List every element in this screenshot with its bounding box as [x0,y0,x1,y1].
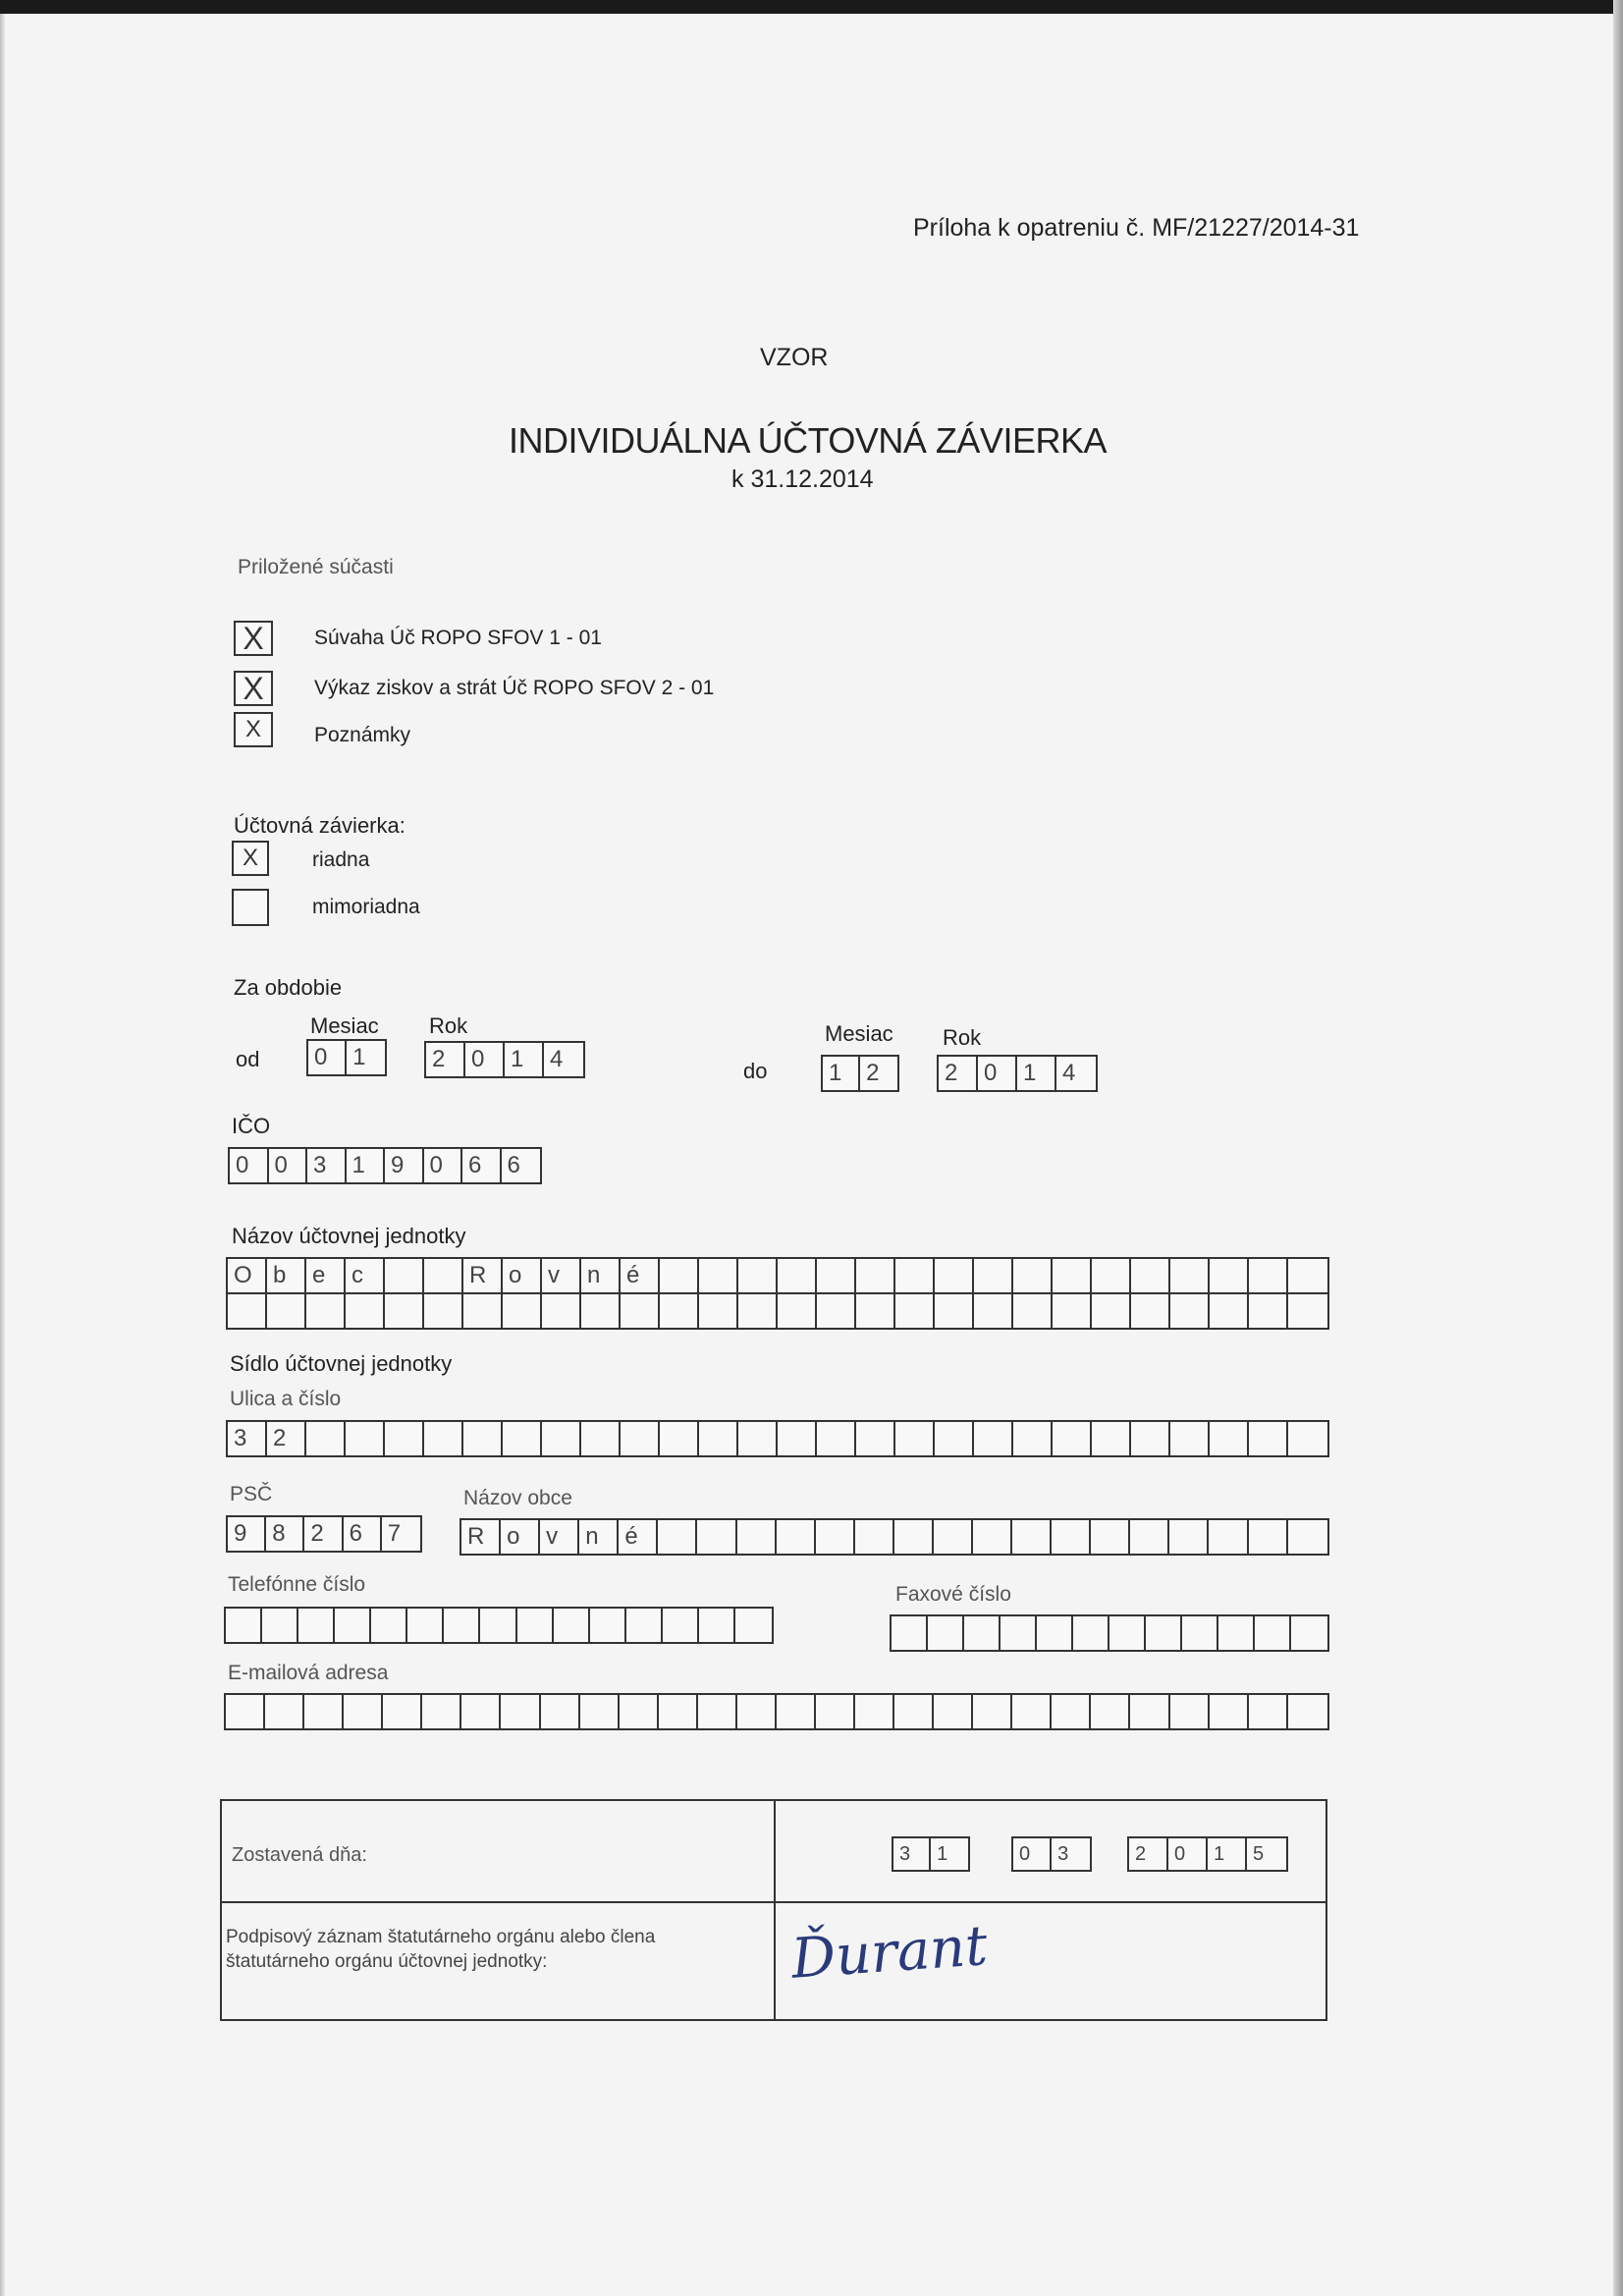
char-cell [1210,1422,1249,1455]
digit-cell: 0 [424,1149,463,1182]
email-label: E-mailová adresa [228,1662,389,1684]
char-cell [1170,1422,1210,1455]
char-cell [346,1422,385,1455]
digit-cell: 1 [347,1149,386,1182]
table-divider-horizontal [222,1901,1325,1903]
char-cell [660,1259,699,1292]
char-cell [1053,1259,1092,1292]
char-cell [935,1422,974,1455]
char-cell: O [228,1259,267,1292]
attachment-checkbox-income[interactable]: X [234,671,273,706]
char-cell [620,1695,659,1728]
char-cell: v [542,1259,581,1292]
char-cell [1255,1616,1291,1650]
document-title: INDIVIDUÁLNA ÚČTOVNÁ ZÁVIERKA [509,420,1107,461]
char-cell [735,1609,772,1642]
char-cell [1288,1695,1327,1728]
char-cell [699,1259,738,1292]
digit-cell: 3 [307,1149,347,1182]
digit-cell: 1 [505,1043,544,1076]
digit-cell: 0 [978,1057,1017,1090]
char-cell [777,1520,816,1554]
char-cell [422,1695,461,1728]
char-cell [974,1294,1013,1328]
char-cell [626,1609,663,1642]
char-cell [226,1695,265,1728]
char-cell [699,1294,738,1328]
phone-field[interactable] [224,1607,774,1644]
to-year-field[interactable] [937,1055,1098,1092]
to-label: do [743,1059,768,1083]
char-cell [503,1294,542,1328]
char-cell [383,1695,422,1728]
char-cell [856,1259,895,1292]
char-cell: c [346,1259,385,1292]
digit-cell: 4 [550,1046,564,1072]
fax-label: Faxové číslo [895,1583,1011,1606]
char-cell [699,1422,738,1455]
char-cell [934,1520,973,1554]
city-label: Názov obce [463,1487,572,1509]
char-cell [659,1695,698,1728]
char-cell [542,1422,581,1455]
char-cell [974,1259,1013,1292]
char-cell: 2 [267,1422,306,1455]
closing-label-extraordinary: mimoriadna [312,896,420,918]
char-cell [1210,1294,1249,1328]
digit-cell: 1 [1017,1057,1056,1090]
from-month-label: Mesiac [310,1013,379,1038]
scan-edge-top [0,0,1623,14]
digit-cell: 0 [1168,1838,1208,1870]
attachment-checkbox-notes[interactable]: X [234,712,273,747]
char-cell [407,1609,444,1642]
char-cell: e [306,1259,346,1292]
char-cell [371,1609,407,1642]
from-year-field[interactable] [424,1041,585,1078]
vzor-label: VZOR [760,344,829,371]
char-cell [778,1259,817,1292]
char-cell [658,1520,697,1554]
psc-field[interactable] [226,1515,422,1553]
char-cell [697,1520,736,1554]
char-cell [855,1695,894,1728]
attachment-label-balance: Súvaha Úč ROPO SFOV 1 - 01 [314,627,602,649]
char-cell [542,1294,581,1328]
digit-cell: 6 [462,1149,502,1182]
digit-cell: 2 [1129,1838,1168,1870]
char-cell [1288,1422,1327,1455]
digit-cell: 5 [1253,1842,1265,1865]
signature-label: Podpisový záznam štatutárneho orgánu alebo člena štatutárneho orgánu účtovnej jednotky: [226,1927,656,1972]
char-cell: 9 [228,1517,266,1551]
char-cell [262,1609,298,1642]
char-cell [817,1259,856,1292]
char-cell [660,1422,699,1455]
char-cell [1037,1616,1073,1650]
char-cell [895,1294,935,1328]
char-cell [663,1609,699,1642]
char-cell [306,1422,346,1455]
char-cell [855,1520,894,1554]
char-cell [934,1695,973,1728]
char-cell [1210,1695,1249,1728]
attachment-label-notes: Poznámky [314,724,411,746]
digit-cell: 0 [308,1041,347,1074]
entity-name-field-row-1[interactable] [226,1257,1329,1294]
char-cell [1249,1520,1288,1554]
char-cell [1012,1695,1052,1728]
char-cell [621,1294,660,1328]
char-cell [1288,1259,1327,1292]
entity-name-field-row-2[interactable] [226,1292,1329,1330]
char-cell [621,1422,660,1455]
char-cell [935,1259,974,1292]
compiled-day-field[interactable] [892,1836,970,1872]
digit-cell: 2 [939,1057,978,1090]
phone-label: Telefónne číslo [228,1573,366,1596]
from-year-label: Rok [429,1013,468,1038]
char-cell [1249,1294,1288,1328]
closing-checkbox-extraordinary[interactable] [232,889,269,926]
city-field[interactable] [460,1518,1329,1556]
char-cell [1131,1422,1170,1455]
document-date: k 31.12.2014 [731,465,874,493]
char-cell [1291,1616,1327,1650]
digit-cell: 1 [937,1842,948,1865]
char-cell [580,1695,620,1728]
digit-cell: 9 [385,1149,424,1182]
char-cell [581,1422,621,1455]
from-label: od [236,1047,260,1071]
char-cell [1170,1294,1210,1328]
char-cell [738,1422,778,1455]
char-cell [1146,1616,1182,1650]
char-cell: é [619,1520,658,1554]
char-cell [777,1695,816,1728]
char-cell: 6 [344,1517,382,1551]
entity-name-label: Názov účtovnej jednotky [232,1224,466,1248]
char-cell [541,1695,580,1728]
char-cell [424,1259,463,1292]
digit-cell: 3 [893,1838,931,1870]
char-cell [895,1422,935,1455]
attachments-label: Priložené súčasti [238,556,394,578]
char-cell [228,1294,267,1328]
char-cell: n [579,1520,619,1554]
char-cell [1249,1259,1288,1292]
char-cell [335,1609,371,1642]
to-year-label: Rok [943,1025,982,1050]
char-cell [226,1609,262,1642]
signature-handwritten: Ďurant [788,1914,990,1992]
char-cell [1013,1294,1053,1328]
char-cell [1182,1616,1218,1650]
char-cell [1013,1259,1053,1292]
char-cell [1073,1616,1109,1650]
signature-table [220,1799,1327,2021]
char-cell [306,1294,346,1328]
char-cell [480,1609,516,1642]
char-cell: 2 [304,1517,343,1551]
char-cell [503,1422,542,1455]
char-cell [660,1294,699,1328]
char-cell [1001,1616,1037,1650]
closing-checkbox-regular[interactable]: X [232,841,269,876]
char-cell [265,1695,304,1728]
digit-cell: 3 [1057,1842,1069,1865]
digit-cell: 1 [352,1044,366,1070]
char-cell [554,1609,590,1642]
digit-cell: 6 [507,1152,520,1178]
digit-cell: 2 [866,1060,880,1086]
digit-cell: 1 [1208,1838,1247,1870]
char-cell [1288,1294,1327,1328]
char-cell [973,1695,1012,1728]
char-cell [737,1695,777,1728]
char-cell: v [540,1520,579,1554]
char-cell [1209,1520,1248,1554]
char-cell [964,1616,1001,1650]
char-cell [424,1294,463,1328]
char-cell [1052,1695,1091,1728]
ico-field[interactable] [228,1147,542,1184]
char-cell [517,1609,554,1642]
char-cell [1013,1422,1053,1455]
digit-cell: 0 [230,1149,269,1182]
char-cell [817,1422,856,1455]
char-cell [1210,1259,1249,1292]
char-cell: b [267,1259,306,1292]
reference-number: Príloha k opatreniu č. MF/21227/2014-31 [913,214,1360,242]
char-cell [1091,1695,1130,1728]
char-cell [461,1695,501,1728]
char-cell: o [501,1520,540,1554]
char-cell [1130,1695,1169,1728]
char-cell [816,1520,855,1554]
char-cell [1288,1520,1327,1554]
char-cell [501,1695,540,1728]
char-cell [894,1520,934,1554]
char-cell [699,1609,735,1642]
char-cell [1053,1422,1092,1455]
char-cell [1092,1259,1131,1292]
char-cell [385,1294,424,1328]
char-cell [304,1695,344,1728]
char-cell [816,1695,855,1728]
char-cell [1169,1520,1209,1554]
char-cell: 8 [266,1517,304,1551]
closing-label-regular: riadna [312,848,370,871]
to-month-label: Mesiac [825,1021,893,1046]
compiled-year-field[interactable] [1127,1836,1288,1872]
ico-label: IČO [232,1114,271,1138]
char-cell [817,1294,856,1328]
char-cell: n [581,1259,621,1292]
digit-cell: 4 [1062,1060,1076,1086]
char-cell [1170,1695,1210,1728]
fax-field[interactable] [890,1614,1329,1652]
char-cell [698,1695,737,1728]
char-cell [737,1520,777,1554]
closing-type-label: Účtovná závierka: [234,813,406,838]
char-cell [1249,1695,1288,1728]
char-cell [1091,1520,1130,1554]
char-cell [346,1294,385,1328]
street-field[interactable] [226,1420,1329,1457]
char-cell [928,1616,964,1650]
char-cell [1130,1520,1169,1554]
period-label: Za obdobie [234,975,343,1000]
char-cell: o [503,1259,542,1292]
char-cell: 3 [228,1422,267,1455]
char-cell [973,1520,1012,1554]
char-cell [974,1422,1013,1455]
char-cell [344,1695,383,1728]
digit-cell: 0 [1013,1838,1052,1870]
scan-edge-right [1613,0,1623,2296]
address-label: Sídlo účtovnej jednotky [230,1351,453,1376]
char-cell [298,1609,335,1642]
char-cell [738,1294,778,1328]
char-cell [590,1609,626,1642]
char-cell [463,1422,503,1455]
digit-cell: 0 [465,1043,505,1076]
char-cell [1092,1294,1131,1328]
char-cell [444,1609,480,1642]
char-cell [856,1422,895,1455]
char-cell [895,1259,935,1292]
char-cell [738,1259,778,1292]
char-cell [935,1294,974,1328]
compiled-month-field[interactable] [1011,1836,1092,1872]
table-divider-vertical [774,1801,776,2019]
char-cell [385,1259,424,1292]
char-cell [892,1616,928,1650]
to-month-field[interactable] [821,1055,899,1092]
char-cell [1218,1616,1255,1650]
char-cell: é [621,1259,660,1292]
char-cell [1131,1259,1170,1292]
compiled-date-label: Zostavená dňa: [232,1844,367,1866]
char-cell [1012,1520,1052,1554]
char-cell [1052,1520,1091,1554]
attachment-label-income: Výkaz ziskov a strát Úč ROPO SFOV 2 - 01 [314,677,715,699]
psc-label: PSČ [230,1483,273,1505]
char-cell [1053,1294,1092,1328]
char-cell [1109,1616,1146,1650]
char-cell: R [463,1259,503,1292]
char-cell [581,1294,621,1328]
char-cell [385,1422,424,1455]
char-cell [894,1695,934,1728]
email-field[interactable] [224,1693,1329,1730]
char-cell [856,1294,895,1328]
char-cell [778,1294,817,1328]
char-cell [463,1294,503,1328]
char-cell: 7 [387,1520,402,1547]
char-cell [1249,1422,1288,1455]
char-cell [267,1294,306,1328]
digit-cell: 0 [269,1149,308,1182]
from-month-field[interactable] [306,1039,387,1076]
attachment-checkbox-balance[interactable]: X [234,621,273,656]
scan-edge-left [0,14,6,2296]
char-cell [1131,1294,1170,1328]
char-cell [424,1422,463,1455]
digit-cell: 2 [426,1043,465,1076]
char-cell [778,1422,817,1455]
street-label: Ulica a číslo [230,1388,342,1410]
char-cell [1092,1422,1131,1455]
digit-cell: 1 [823,1057,860,1090]
char-cell [1170,1259,1210,1292]
char-cell: R [461,1520,501,1554]
